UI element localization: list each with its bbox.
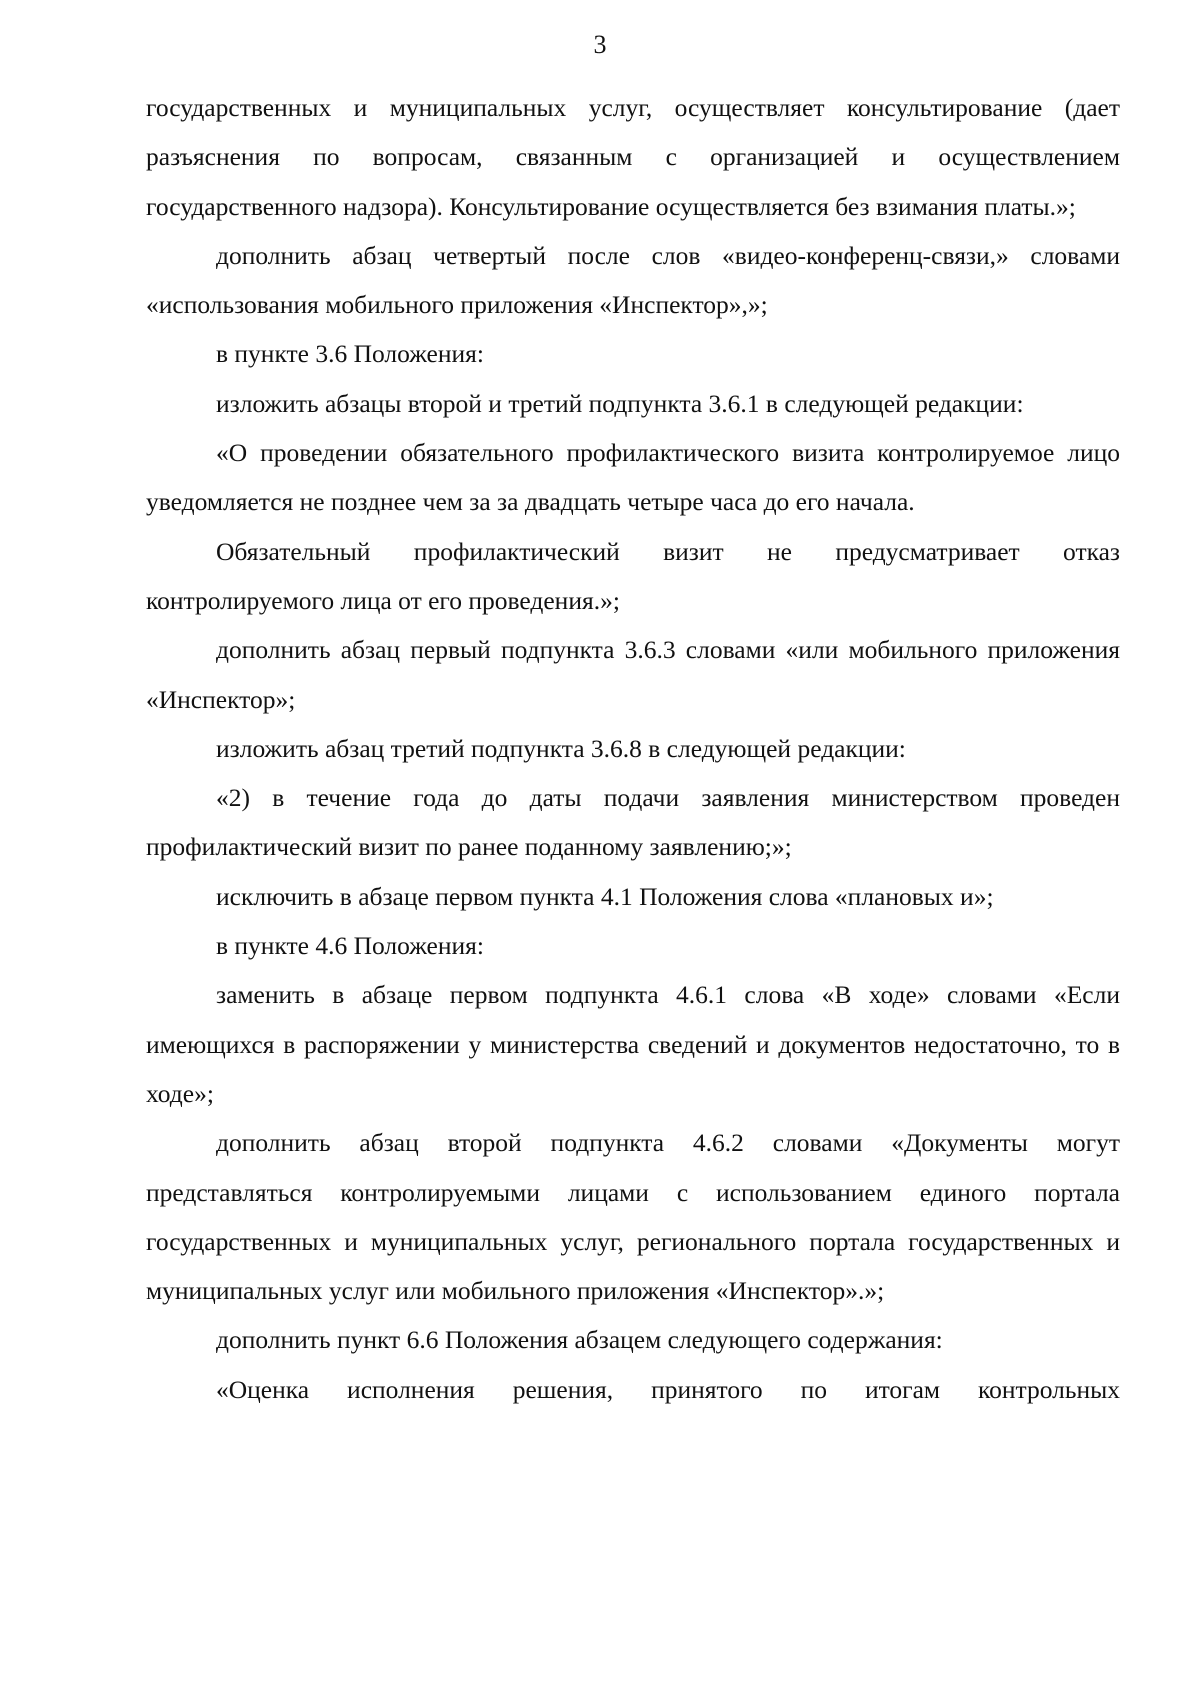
- paragraph-6: Обязательный профилактический визит не предусматривает отказ контролируемого лица от его проведения.»;: [146, 536, 1120, 615]
- paragraph-12: заменить в абзаце первом подпункта 4.6.1 слова «В ходе» словами «Если имеющихся в распоряжении у министерства сведений и документов недостаточно, то в ходе»;: [146, 980, 1120, 1108]
- paragraph-11: в пункте 4.6 Положения:: [216, 931, 484, 961]
- paragraph-14: дополнить пункт 6.6 Положения абзацем следующего содержания:: [216, 1325, 943, 1355]
- paragraph-2: дополнить абзац четвертый после слов «видео-конференц-связи,» словами «использования мобильного приложения «Инспектор»,»;: [146, 240, 1120, 320]
- paragraph-13: дополнить абзац второй подпункта 4.6.2 словами «Документы могут представляться контролируемыми лицами с использованием единого портала государственных и муниципальных услуг, регионального портала государственных и муниципальных услуг или мобильного приложения «Инспектор».»;: [146, 1128, 1120, 1306]
- paragraph-7: дополнить абзац первый подпункта 3.6.3 словами «или мобильного приложения «Инспектор»;: [146, 635, 1120, 714]
- paragraph-15: «Оценка исполнения решения, принятого по итогам контрольных: [216, 1374, 1120, 1404]
- paragraph-9: «2) в течение года до даты подачи заявления министерством проведен профилактический визит по ранее поданному заявлению;»;: [146, 783, 1120, 862]
- paragraph-5: «О проведении обязательного профилактического визита контролируемое лицо уведомляется не позднее чем за за двадцать четыре часа до его начала.: [146, 438, 1120, 517]
- paragraph-4: изложить абзацы второй и третий подпункта 3.6.1 в следующей редакции:: [216, 388, 1024, 418]
- document-body: [146, 83, 1120, 1414]
- paragraph-10: исключить в абзаце первом пункта 4.1 Положения слова «плановых и»;: [216, 881, 994, 911]
- paragraph-8: изложить абзац третий подпункта 3.6.8 в следующей редакции:: [216, 733, 906, 763]
- page-number: 3: [593, 30, 607, 59]
- paragraph-3: в пункте 3.6 Положения:: [216, 339, 484, 369]
- paragraph-1: государственных и муниципальных услуг, осуществляет консультирование (дает разъяснения по вопросам, связанным с организацией и осуществлением государственного надзора). Консультирование осуществляется без взимания платы.»;: [146, 93, 1120, 221]
